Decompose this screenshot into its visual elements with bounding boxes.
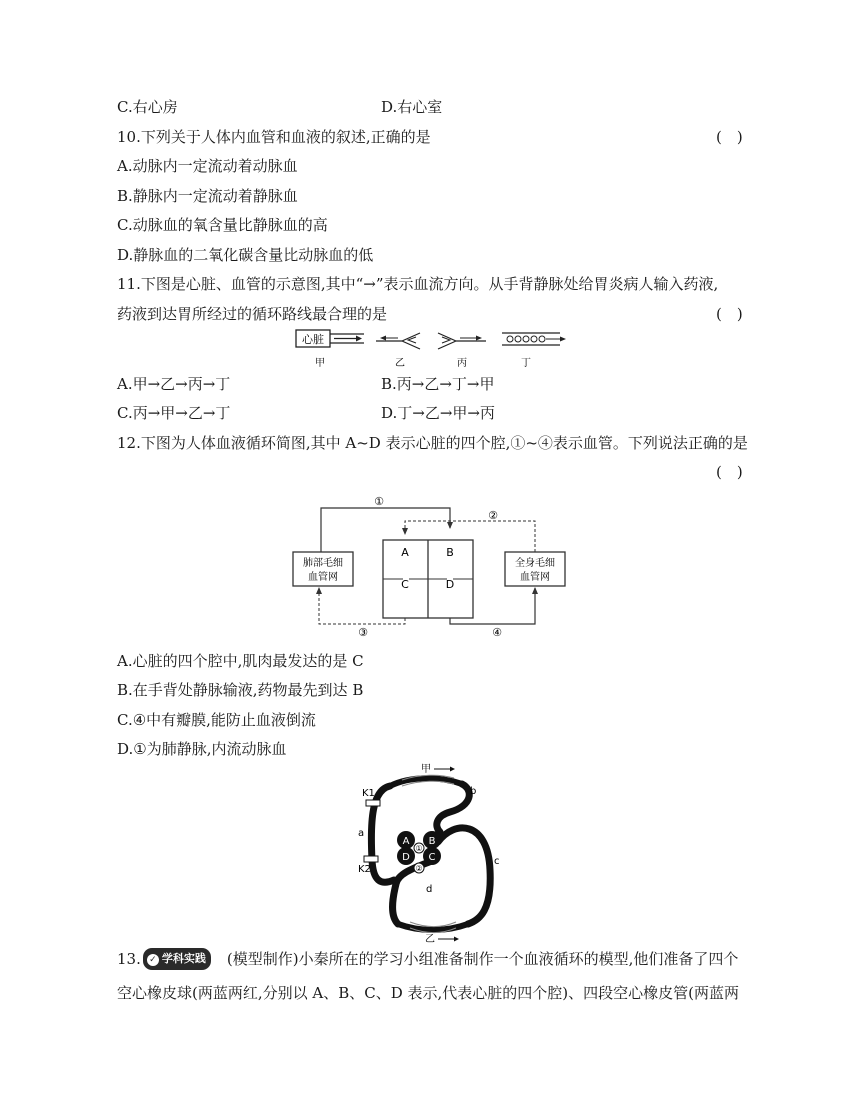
q9-option-c: C.右心房 [117, 98, 178, 116]
model-chamber-b: B [428, 836, 436, 847]
q11-answer-paren: ( ) [716, 305, 743, 323]
model-chamber-c: C [428, 852, 436, 863]
chamber-a-label: A [401, 546, 409, 559]
tube-b-label: b [470, 786, 477, 797]
tube-c-label: c [494, 856, 500, 867]
tube-d-label: d [426, 884, 433, 895]
q11-stem-line2: 药液到达胃所经过的循环路线最合理的是 [117, 305, 388, 323]
q12-answer-paren: ( ) [716, 463, 743, 481]
q10-option-a: A.动脉内一定流动着动脉血 [117, 157, 298, 175]
vessel-4-label: ④ [492, 626, 502, 639]
q10-stem: 10.下列关于人体内血管和血液的叙述,正确的是 [117, 128, 431, 146]
clamp-k1-label: K1 [362, 788, 375, 799]
lung-box-line2: 血管网 [308, 572, 338, 583]
q12-stem: 12.下图为人体血液循环简图,其中 A~D 表示心脏的四个腔,①~④表示血管。下列说法正确的是 [117, 434, 748, 452]
q12-circulation-diagram [285, 490, 575, 640]
q10-option-b: B.静脉内一定流动着静脉血 [117, 187, 298, 205]
q10-answer-paren: ( ) [716, 128, 743, 146]
q11-vessel-figure [290, 326, 580, 370]
check-icon: ✓ [147, 954, 159, 966]
q11-label-ding: 丁 [521, 358, 531, 369]
q11-option-c: C.丙→甲→乙→丁 [117, 404, 231, 422]
q13-number: 13. [117, 950, 141, 968]
body-box-line2: 血管网 [520, 572, 550, 583]
q11-stem-line1: 11.下图是心脏、血管的示意图,其中“→”表示血流方向。从手背静脉处给胃炎病人输入药液, [117, 275, 719, 293]
vessel-2-label: ② [488, 509, 498, 522]
q9-option-d: D.右心室 [381, 98, 443, 116]
chamber-d-label: D [445, 578, 455, 591]
practice-badge: ✓ 学科实践 [143, 948, 211, 970]
q12-option-d: D.①为肺静脉,内流动脉血 [117, 740, 287, 758]
vessel-1-label: ① [374, 495, 384, 508]
q11-option-b: B.丙→乙→丁→甲 [381, 375, 495, 393]
model-valve-2: ② [415, 864, 423, 873]
q10-option-d: D.静脉血的二氧化碳含量比动脉血的低 [117, 246, 374, 264]
clamp-k2-label: K2 [358, 864, 371, 875]
vessel-3-label: ③ [358, 626, 368, 639]
q11-label-bing: 丙 [457, 358, 467, 369]
q13-line1 [117, 949, 738, 972]
model-top-label: 甲 [421, 764, 431, 775]
q10-option-c: C.动脉血的氧含量比静脉血的高 [117, 216, 328, 234]
model-circulation-figure [350, 760, 510, 945]
q11-option-d: D.丁→乙→甲→丙 [381, 404, 495, 422]
q13-line2: 空心橡皮球(两蓝两红,分别以 A、B、C、D 表示,代表心脏的四个腔)、四段空心橡皮管(两蓝两 [117, 984, 739, 1002]
q12-option-c: C.④中有瓣膜,能防止血液倒流 [117, 711, 316, 729]
chamber-b-label: B [446, 546, 454, 559]
q12-option-b: B.在手背处静脉输液,药物最先到达 B [117, 681, 364, 699]
model-valve-1: ① [415, 844, 423, 853]
model-bottom-label: 乙 [425, 934, 435, 945]
model-chamber-d: D [402, 852, 410, 863]
q11-label-yi: 乙 [395, 358, 405, 369]
q11-heart-label: 心脏 [302, 333, 324, 346]
chamber-c-label: C [401, 578, 409, 591]
model-chamber-a: A [402, 836, 410, 847]
body-box-line1: 全身毛细 [515, 558, 555, 569]
q13-line1-text: (模型制作)小秦所在的学习小组准备制作一个血液循环的模型,他们准备了四个 [226, 950, 739, 968]
q11-label-jia: 甲 [315, 358, 325, 369]
tube-a-label: a [358, 828, 365, 839]
lung-box-line1: 肺部毛细 [303, 558, 343, 569]
q11-option-a: A.甲→乙→丙→丁 [117, 375, 231, 393]
q12-option-a: A.心脏的四个腔中,肌肉最发达的是 C [117, 652, 364, 670]
